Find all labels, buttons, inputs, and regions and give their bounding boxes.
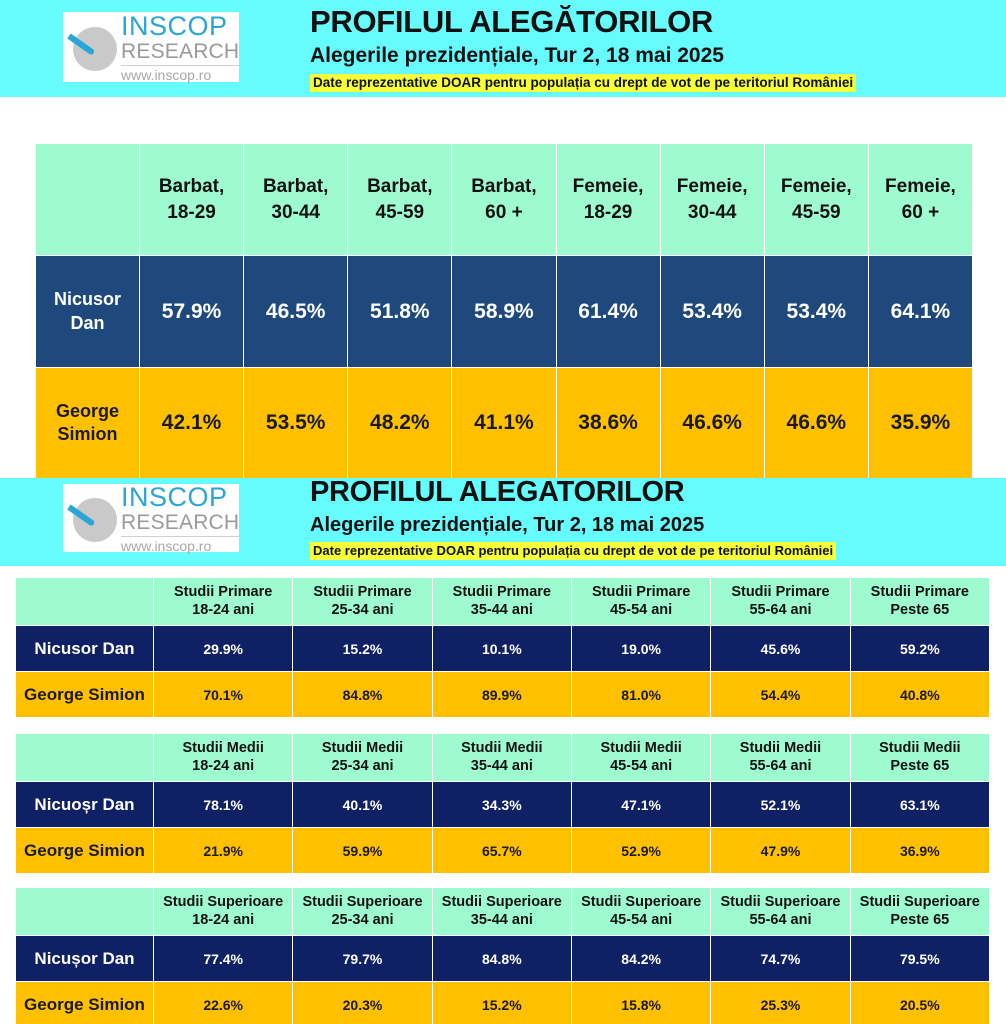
column-header: Studii Medii 25-34 ani	[293, 734, 432, 782]
value-cell: 15.2%	[432, 982, 571, 1024]
table-row-george-simion	[36, 368, 973, 479]
value-cell: 34.3%	[432, 782, 571, 828]
value-cell: 40.8%	[850, 672, 989, 718]
corner-cell	[16, 578, 154, 626]
table-row-nicusor-dan	[16, 626, 990, 672]
representativity-note: Date reprezentative DOAR pentru populația cu drept de vot de pe teritoriul României	[310, 542, 836, 560]
page-title: PROFILUL ALEGĂTORILOR	[310, 4, 714, 39]
gauge-logo-icon	[69, 494, 117, 542]
value-cell: 21.9%	[154, 828, 293, 874]
value-cell: 57.9%	[140, 256, 244, 368]
column-header: Studii Superioare 55-64 ani	[711, 888, 850, 936]
value-cell: 59.2%	[850, 626, 989, 672]
value-cell: 53.4%	[764, 256, 868, 368]
candidate-name: George Simion	[16, 672, 154, 718]
column-header: Studii Medii 45-54 ani	[571, 734, 710, 782]
column-header: Studii Primare Peste 65	[850, 578, 989, 626]
value-cell: 48.2%	[348, 368, 452, 479]
column-header: Studii Superioare Peste 65	[850, 888, 989, 936]
header-banner	[0, 0, 1006, 97]
table-row-george-simion	[16, 828, 990, 874]
value-cell: 58.9%	[452, 256, 556, 368]
page-title: PROFILUL ALEGATORILOR	[310, 476, 685, 508]
value-cell: 53.4%	[660, 256, 764, 368]
value-cell: 46.6%	[764, 368, 868, 479]
page-subtitle: Alegerile prezidențiale, Tur 2, 18 mai 2025	[310, 44, 724, 67]
corner-cell	[36, 144, 140, 256]
inscop-logo	[63, 481, 240, 554]
value-cell: 10.1%	[432, 626, 571, 672]
candidate-name: Nicușor Dan	[16, 936, 154, 982]
gauge-logo-icon	[69, 23, 117, 71]
logo-name: INSCOP	[121, 481, 228, 512]
value-cell: 84.8%	[432, 936, 571, 982]
value-cell: 79.5%	[850, 936, 989, 982]
value-cell: 20.3%	[293, 982, 432, 1024]
column-header: Femeie, 60 +	[868, 144, 972, 256]
table-row-nicusor-dan	[16, 936, 990, 982]
column-header: Studii Medii 35-44 ani	[432, 734, 571, 782]
logo-subname: RESEARCH	[121, 39, 240, 63]
value-cell: 74.7%	[711, 936, 850, 982]
column-header: Studii Superioare 35-44 ani	[432, 888, 571, 936]
column-header: Barbat, 30-44	[244, 144, 348, 256]
table-row-nicusor-dan	[16, 782, 990, 828]
value-cell: 84.2%	[571, 936, 710, 982]
page-subtitle: Alegerile prezidențiale, Tur 2, 18 mai 2025	[310, 514, 705, 536]
column-header: Studii Medii 55-64 ani	[711, 734, 850, 782]
value-cell: 52.9%	[571, 828, 710, 874]
value-cell: 81.0%	[571, 672, 710, 718]
value-cell: 15.8%	[571, 982, 710, 1024]
value-cell: 20.5%	[850, 982, 989, 1024]
primary-education-table	[15, 577, 990, 718]
value-cell: 40.1%	[293, 782, 432, 828]
value-cell: 54.4%	[711, 672, 850, 718]
value-cell: 70.1%	[154, 672, 293, 718]
logo-name: INSCOP	[121, 10, 228, 41]
value-cell: 47.1%	[571, 782, 710, 828]
column-header: Femeie, 18-29	[556, 144, 660, 256]
value-cell: 35.9%	[868, 368, 972, 479]
value-cell: 64.1%	[868, 256, 972, 368]
value-cell: 61.4%	[556, 256, 660, 368]
value-cell: 59.9%	[293, 828, 432, 874]
candidate-name: George Simion	[16, 828, 154, 874]
value-cell: 89.9%	[432, 672, 571, 718]
column-header: Studii Medii 18-24 ani	[154, 734, 293, 782]
candidate-name: Nicuoșr Dan	[16, 782, 154, 828]
candidate-name: George Simion	[16, 982, 154, 1024]
table-row-george-simion	[16, 982, 990, 1024]
column-header: Femeie, 30-44	[660, 144, 764, 256]
value-cell: 63.1%	[850, 782, 989, 828]
representativity-note: Date reprezentative DOAR pentru populația cu drept de vot de pe teritoriul României	[310, 74, 856, 92]
column-header: Studii Primare 35-44 ani	[432, 578, 571, 626]
column-header: Studii Primare 45-54 ani	[571, 578, 710, 626]
value-cell: 29.9%	[154, 626, 293, 672]
value-cell: 41.1%	[452, 368, 556, 479]
column-header: Studii Superioare 18-24 ani	[154, 888, 293, 936]
logo-subname: RESEARCH	[121, 510, 240, 534]
candidate-name: George Simion	[36, 368, 140, 479]
value-cell: 19.0%	[571, 626, 710, 672]
value-cell: 22.6%	[154, 982, 293, 1024]
table-row-nicusor-dan	[36, 256, 973, 368]
candidate-name: Nicusor Dan	[16, 626, 154, 672]
column-header: Studii Superioare 45-54 ani	[571, 888, 710, 936]
column-header: Barbat, 60 +	[452, 144, 556, 256]
value-cell: 42.1%	[140, 368, 244, 479]
value-cell: 77.4%	[154, 936, 293, 982]
value-cell: 79.7%	[293, 936, 432, 982]
logo-url: www.inscop.ro	[121, 536, 239, 553]
corner-cell	[16, 734, 154, 782]
value-cell: 53.5%	[244, 368, 348, 479]
inscop-logo	[63, 12, 239, 82]
header-banner-2	[0, 478, 1006, 566]
value-cell: 78.1%	[154, 782, 293, 828]
column-header: Studii Medii Peste 65	[850, 734, 989, 782]
value-cell: 46.5%	[244, 256, 348, 368]
gender-age-table	[35, 143, 973, 479]
column-header: Studii Primare 25-34 ani	[293, 578, 432, 626]
column-header: Barbat, 18-29	[140, 144, 244, 256]
column-header: Barbat, 45-59	[348, 144, 452, 256]
value-cell: 46.6%	[660, 368, 764, 479]
candidate-name: Nicusor Dan	[36, 256, 140, 368]
value-cell: 51.8%	[348, 256, 452, 368]
table-row-george-simion	[16, 672, 990, 718]
value-cell: 47.9%	[711, 828, 850, 874]
logo-url: www.inscop.ro	[121, 65, 239, 82]
value-cell: 84.8%	[293, 672, 432, 718]
value-cell: 52.1%	[711, 782, 850, 828]
value-cell: 36.9%	[850, 828, 989, 874]
value-cell: 38.6%	[556, 368, 660, 479]
higher-education-table	[15, 887, 990, 1024]
secondary-education-table	[15, 733, 990, 874]
value-cell: 15.2%	[293, 626, 432, 672]
column-header: Studii Primare 55-64 ani	[711, 578, 850, 626]
value-cell: 45.6%	[711, 626, 850, 672]
corner-cell	[16, 888, 154, 936]
value-cell: 25.3%	[711, 982, 850, 1024]
column-header: Studii Primare 18-24 ani	[154, 578, 293, 626]
column-header: Femeie, 45-59	[764, 144, 868, 256]
value-cell: 65.7%	[432, 828, 571, 874]
column-header: Studii Superioare 25-34 ani	[293, 888, 432, 936]
